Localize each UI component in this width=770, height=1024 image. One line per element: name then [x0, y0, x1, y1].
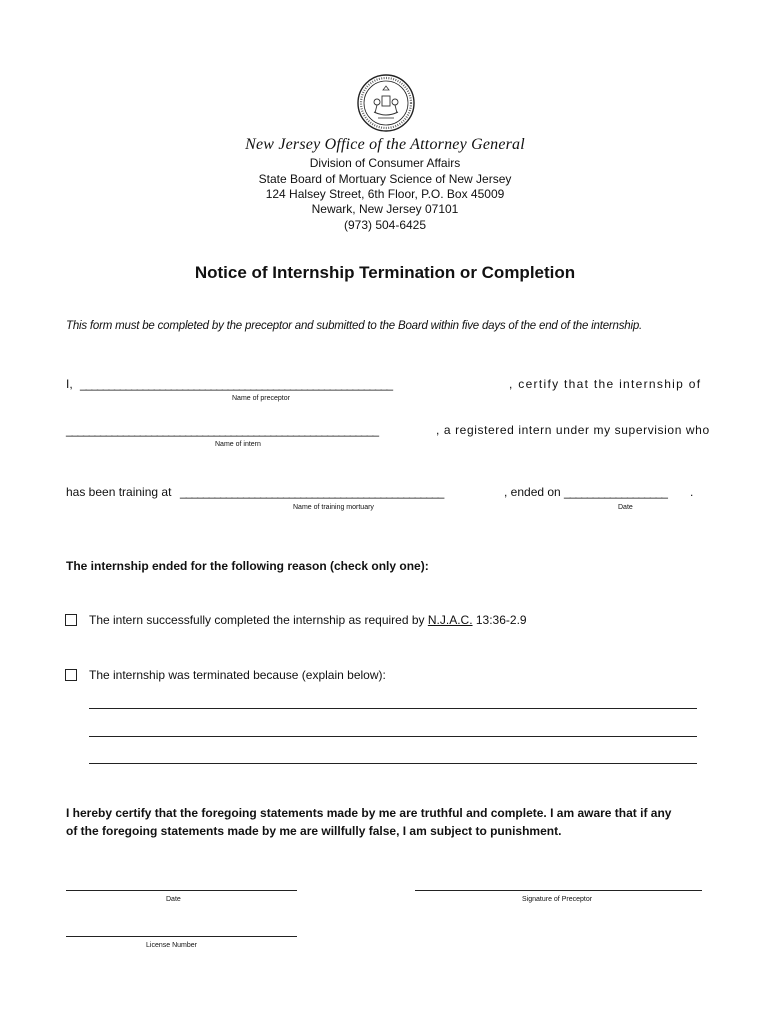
option-completed [89, 613, 527, 627]
preceptor-signature-field[interactable] [415, 890, 702, 891]
phone-number: (973) 504-6425 [343, 218, 427, 232]
intern-name-label: Name of intern [215, 441, 261, 448]
certification-line-2: of the foregoing statements made by me are willfully false, I am subject to punishment. [66, 824, 562, 838]
training-mortuary-field[interactable]: ______________________________________________ [180, 485, 444, 499]
license-number-field[interactable] [66, 936, 297, 937]
line3-end: . [690, 485, 694, 499]
board-name: State Board of Mortuary Science of New Jersey [258, 172, 512, 186]
line3-prefix: has been training at [66, 485, 172, 499]
signature-date-label: Date [166, 896, 181, 903]
explanation-line[interactable] [89, 736, 697, 737]
state-seal-icon [356, 72, 416, 134]
explanation-line[interactable] [89, 708, 697, 709]
option-completed-text: The intern successfully completed the internship as required by [89, 613, 425, 627]
preceptor-name-label: Name of preceptor [232, 395, 290, 402]
street-address: 124 Halsey Street, 6th Floor, P.O. Box 45009 [265, 187, 505, 201]
explanation-line[interactable] [89, 763, 697, 764]
preceptor-name-field[interactable]: _______________________________________________________ [80, 377, 393, 391]
end-date-label: Date [618, 504, 633, 511]
division-name: Division of Consumer Affairs [309, 156, 461, 170]
reason-heading: The internship ended for the following reason (check only one): [66, 559, 429, 573]
city-address: Newark, New Jersey 07101 [311, 202, 459, 216]
line1-prefix: I, [66, 377, 73, 391]
mortuary-name-label: Name of training mortuary [293, 504, 374, 511]
terminated-checkbox[interactable] [65, 669, 77, 681]
option-terminated-text: The internship was terminated because (explain below): [89, 668, 386, 682]
rule-number: 13:36-2.9 [475, 613, 527, 627]
njac-link[interactable]: N.J.A.C. [427, 613, 473, 627]
intern-name-field[interactable]: _______________________________________________________ [66, 423, 379, 437]
end-date-field[interactable]: __________________ [564, 485, 668, 499]
line3-mid: , ended on [504, 485, 561, 499]
form-instructions: This form must be completed by the preceptor and submitted to the Board within five days of the end of the internship. [66, 320, 643, 332]
line1-suffix: , certify that the internship of [509, 377, 702, 391]
certification-line-1: I hereby certify that the foregoing statements made by me are truthful and complete. I am aware that if any [66, 806, 672, 820]
office-title: New Jersey Office of the Attorney General [245, 136, 525, 153]
form-title: Notice of Internship Termination or Completion [194, 263, 576, 282]
completed-checkbox[interactable] [65, 614, 77, 626]
line2-suffix: , a registered intern under my supervision who [436, 423, 710, 437]
license-number-label: License Number [146, 942, 197, 949]
preceptor-signature-label: Signature of Preceptor [522, 896, 593, 903]
signature-date-field[interactable] [66, 890, 297, 891]
